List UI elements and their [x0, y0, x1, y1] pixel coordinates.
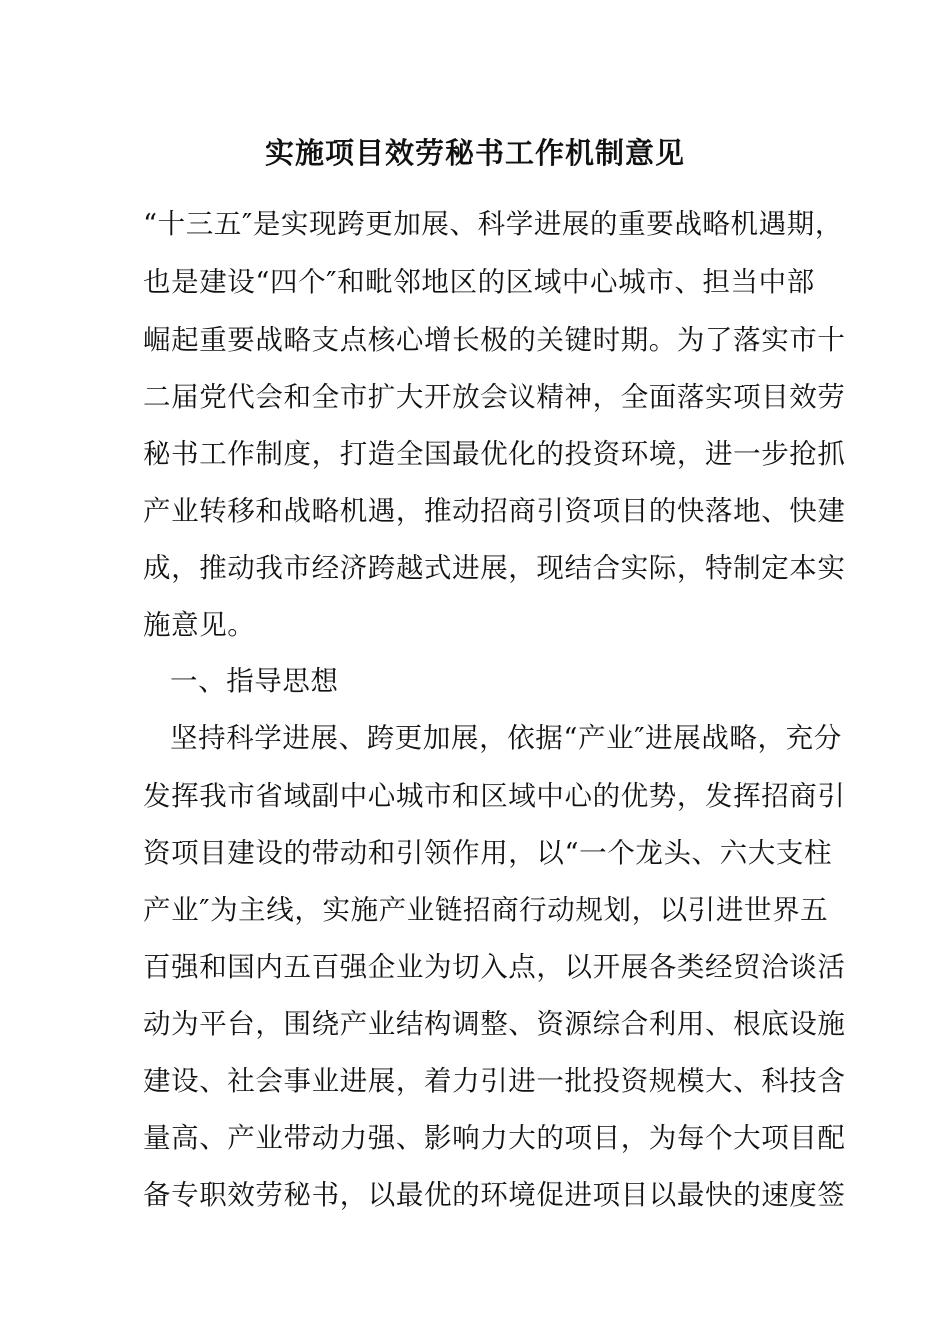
paragraph-line: 建设、社会事业进展，着力引进一批投资规模大、科技含	[143, 1065, 846, 1097]
paragraph-line: 备专职效劳秘书，以最优的环境促进项目以最快的速度签	[143, 1179, 846, 1211]
paragraph-line: 产业转移和战略机遇，推动招商引资项目的快落地、快建	[143, 495, 846, 527]
paragraph-line: 发挥我市省域副中心城市和区域中心的优势，发挥招商引	[143, 780, 846, 812]
page-title: 实施项目效劳秘书工作机制意见	[264, 136, 685, 170]
paragraph-line: 崛起重要战略支点核心增长极的关键时期。为了落实市十	[143, 324, 846, 356]
paragraph-line: 动为平台，围绕产业结构调整、资源综合利用、根底设施	[143, 1008, 846, 1040]
paragraph-line: 坚持科学进展、跨更加展，依据“产业″进展战略，充分	[170, 722, 842, 754]
section-heading: 一、指导思想	[170, 665, 339, 697]
paragraph-line: 秘书工作制度，打造全国最优化的投资环境，进一步抢抓	[143, 438, 846, 470]
paragraph-line: 产业″为主线，实施产业链招商行动规划，以引进世界五	[143, 894, 829, 926]
paragraph-line: 百强和国内五百强企业为切入点，以开展各类经贸洽谈活	[143, 951, 846, 983]
paragraph-line: 二届党代会和全市扩大开放会议精神，全面落实项目效劳	[143, 381, 846, 413]
paragraph-line: 量高、产业带动力强、影响力大的项目，为每个大项目配	[143, 1122, 846, 1154]
paragraph-line: 施意见。	[143, 609, 256, 641]
paragraph-line: 资项目建设的带动和引领作用，以“一个龙头、六大支柱	[143, 837, 833, 869]
paragraph-line: “十三五″是实现跨更加展、科学进展的重要战略机遇期，	[143, 208, 843, 240]
paragraph-line: 成，推动我市经济跨越式进展，现结合实际，特制定本实	[143, 552, 846, 584]
paragraph-line: 也是建设“四个″和毗邻地区的区域中心城市、担当中部	[143, 266, 815, 298]
